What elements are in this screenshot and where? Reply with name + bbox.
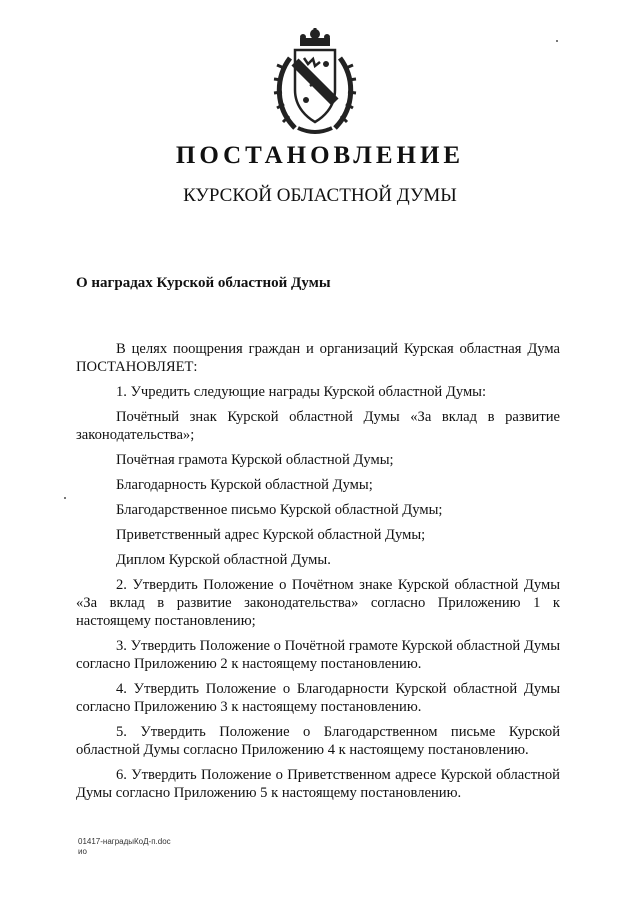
document-footer [78,837,171,857]
paragraph: 5. Утвердить Положение о Благодарственном письме Курской областной Думы согласно Приложению 4 к настоящему постановлению. [76,724,560,758]
paragraph: В целях поощрения граждан и организаций Курская областная Дума ПОСТАНОВЛЯЕТ: [76,341,560,375]
scan-speck [556,40,558,42]
paragraph: Диплом Курской областной Думы. [116,552,331,568]
paragraph: 1. Учредить следующие награды Курской областной Думы: [116,384,487,400]
paragraph: 2. Утвердить Положение о Почётном знаке Курской областной Думы «За вклад в развитие законодательства» согласно Приложению 1 к настоящему постановлению; [76,577,560,629]
coat-of-arms-emblem [270,28,360,138]
paragraph: 6. Утвердить Положение о Приветственном адресе Курской областной Думы согласно Приложению 5 к настоящему постановлению. [76,767,560,801]
paragraph: Благодарственное письмо Курской областной Думы; [116,502,443,518]
document-heading: О наградах Курской областной Думы [76,275,331,291]
footer-filename: 01417-наградыКоД-п.doc [78,837,171,846]
document-subtitle: КУРСКОЙ ОБЛАСТНОЙ ДУМЫ [183,185,457,206]
scan-speck [64,497,66,499]
document-body [76,340,560,809]
document-title: ПОСТАНОВЛЕНИЕ [175,142,465,169]
paragraph: Почётная грамота Курской областной Думы; [116,452,394,468]
paragraph: Приветственный адрес Курской областной Думы; [116,527,426,543]
paragraph: Благодарность Курской областной Думы; [116,477,373,493]
footer-initials: ио [78,847,87,856]
paragraph: 3. Утвердить Положение о Почётной грамоте Курской областной Думы согласно Приложению 2 к настоящему постановлению. [76,638,560,672]
paragraph: 4. Утвердить Положение о Благодарности Курской областной Думы согласно Приложению 3 к настоящему постановлению. [76,681,560,715]
paragraph: Почётный знак Курской областной Думы «За вклад в развитие законодательства»; [76,409,560,443]
